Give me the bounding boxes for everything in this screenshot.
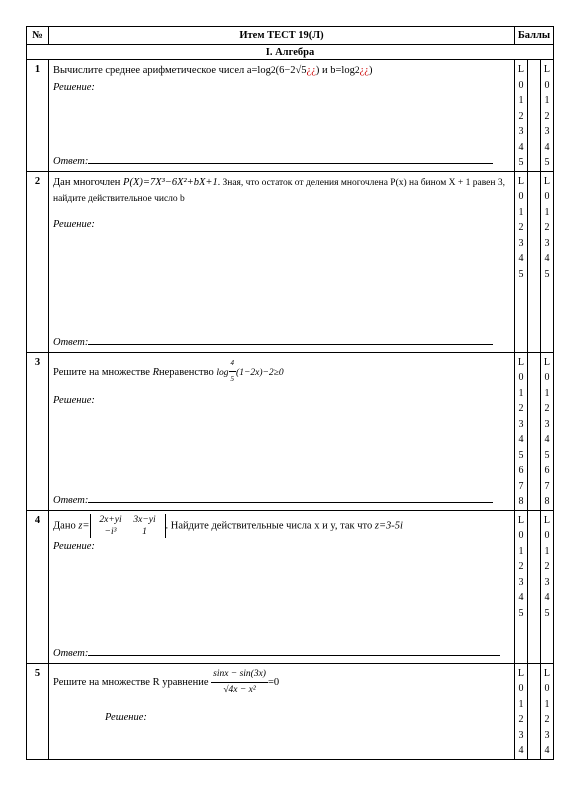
header-points: Баллы bbox=[514, 27, 553, 45]
score-gap bbox=[527, 352, 540, 510]
answer-field[interactable]: Ответ: bbox=[53, 493, 493, 506]
score-value: 3 bbox=[544, 418, 550, 430]
score-value: 2 bbox=[544, 403, 550, 414]
score-value: 5 bbox=[518, 268, 524, 280]
score-value: 1 bbox=[518, 698, 524, 710]
header-num: № bbox=[27, 27, 49, 45]
task-cell bbox=[49, 510, 515, 663]
score-value: L bbox=[517, 175, 525, 187]
task-number: 4 bbox=[27, 510, 49, 663]
score-value: L bbox=[517, 514, 525, 526]
header-title: Итем ТЕСТ 19(Л) bbox=[49, 27, 515, 45]
score-value: 5 bbox=[518, 157, 524, 168]
score-value: 0 bbox=[518, 372, 524, 383]
score-value: 2 bbox=[518, 403, 524, 414]
score-value: 2 bbox=[518, 714, 524, 725]
answer-field[interactable]: Ответ: bbox=[53, 154, 493, 167]
score-value: 6 bbox=[544, 465, 550, 476]
score-value: L bbox=[543, 356, 551, 368]
section-row bbox=[27, 45, 554, 60]
score-value: 3 bbox=[518, 576, 524, 588]
task-number: 3 bbox=[27, 352, 49, 510]
task-question: Вычислите среднее арифметическое чисел a=log2(6−2√5¿¿) и b=log2¿¿) bbox=[53, 65, 373, 76]
score-value: 2 bbox=[544, 110, 550, 122]
score-value: 2 bbox=[518, 110, 524, 122]
task-row-5 bbox=[27, 663, 554, 759]
score-value: 3 bbox=[544, 237, 550, 249]
task-question: Решите на множестве R уравнение $\frac{\sin x - \sin(3x)}{\text{√4x − x²}}$ =0 bbox=[53, 667, 508, 698]
score-value: 2 bbox=[518, 222, 524, 233]
score-value: 3 bbox=[544, 126, 550, 137]
score-value: 4 bbox=[544, 141, 550, 153]
solution-label: Решение: bbox=[105, 711, 147, 723]
score-value: L bbox=[543, 667, 551, 679]
task-number: 2 bbox=[27, 171, 49, 352]
score-value: 1 bbox=[544, 95, 550, 106]
score-value: 4 bbox=[544, 592, 550, 603]
score-value: 4 bbox=[518, 745, 524, 756]
score-value: 1 bbox=[544, 206, 550, 218]
score-value: L bbox=[517, 667, 525, 679]
test-table bbox=[26, 26, 554, 760]
score-value: 5 bbox=[544, 449, 550, 461]
score-column-2 bbox=[540, 663, 553, 759]
score-value: 4 bbox=[518, 141, 524, 153]
determinant: 2x+yi 3x−yi −i³ 1 bbox=[90, 514, 166, 538]
score-value: 4 bbox=[518, 592, 524, 603]
task-number: 1 bbox=[27, 60, 49, 172]
score-value: 7 bbox=[544, 480, 550, 492]
score-value: 5 bbox=[518, 449, 524, 461]
section-title: I. Алгебра bbox=[27, 45, 554, 60]
score-column-1 bbox=[514, 171, 527, 352]
score-value: 4 bbox=[544, 253, 550, 264]
score-value: 0 bbox=[544, 191, 550, 202]
score-value: 3 bbox=[518, 126, 524, 137]
score-value: 0 bbox=[544, 683, 550, 694]
score-gap bbox=[527, 171, 540, 352]
score-value: 0 bbox=[518, 79, 524, 91]
score-column-1 bbox=[514, 352, 527, 510]
score-value: 0 bbox=[544, 530, 550, 541]
score-value: 0 bbox=[518, 530, 524, 541]
score-value: 7 bbox=[518, 480, 524, 492]
score-gap bbox=[527, 663, 540, 759]
score-value: 3 bbox=[544, 729, 550, 741]
task-question: Дан многочлен P(X)=7X³−6X²+bX+1. Зная, что остаток от деления многочлена P(x) на бином X + 1 равен 3, найдите действительное число b bbox=[53, 176, 505, 204]
score-value: 3 bbox=[544, 576, 550, 588]
score-column-2 bbox=[540, 171, 553, 352]
score-value: 3 bbox=[518, 729, 524, 741]
task-row-2 bbox=[27, 171, 554, 352]
score-value: 0 bbox=[544, 79, 550, 91]
solution-label: Решение: bbox=[53, 540, 95, 552]
score-value: 5 bbox=[518, 607, 524, 619]
score-column-2 bbox=[540, 60, 553, 172]
task-cell bbox=[49, 171, 515, 352]
score-value: 1 bbox=[544, 545, 550, 557]
score-value: 1 bbox=[518, 387, 524, 399]
score-value: 6 bbox=[518, 465, 524, 476]
score-value: 4 bbox=[544, 434, 550, 445]
solution-label: Решение: bbox=[53, 82, 95, 93]
score-value: 3 bbox=[518, 237, 524, 249]
score-column-1 bbox=[514, 663, 527, 759]
score-column-2 bbox=[540, 352, 553, 510]
score-value: 2 bbox=[544, 714, 550, 725]
score-value: 4 bbox=[518, 253, 524, 264]
score-value: 4 bbox=[544, 745, 550, 756]
solution-label: Решение: bbox=[53, 394, 95, 406]
score-value: L bbox=[543, 175, 551, 187]
score-value: 1 bbox=[518, 95, 524, 106]
task-row-3 bbox=[27, 352, 554, 510]
header-row bbox=[27, 27, 554, 45]
score-value: 2 bbox=[518, 561, 524, 572]
score-value: 1 bbox=[544, 698, 550, 710]
score-value: L bbox=[517, 356, 525, 368]
fraction: $\frac{\sin x - \sin(3x)}{\text{√4x − x²}}$ bbox=[213, 668, 266, 695]
task-row-1 bbox=[27, 60, 554, 172]
answer-field[interactable]: Ответ: bbox=[53, 335, 493, 348]
solution-label: Решение: bbox=[53, 218, 95, 230]
task-number: 5 bbox=[27, 663, 49, 759]
score-value: 0 bbox=[544, 372, 550, 383]
task-cell bbox=[49, 352, 515, 510]
score-value: 2 bbox=[544, 561, 550, 572]
score-value: L bbox=[543, 64, 551, 75]
score-value: 1 bbox=[518, 206, 524, 218]
score-value: 5 bbox=[544, 607, 550, 619]
score-gap bbox=[527, 510, 540, 663]
score-value: 4 bbox=[518, 434, 524, 445]
answer-field[interactable]: Ответ: bbox=[53, 646, 500, 659]
task-cell bbox=[49, 663, 515, 759]
task-cell bbox=[49, 60, 515, 172]
task-question: Решите на множестве Rнеравенство log $\frac{4}{5}$ (1−2x)−2≥0 bbox=[53, 356, 508, 387]
score-value: 0 bbox=[518, 191, 524, 202]
task-question: Дано z=2x+yi 3x−yi −i³ 1. Найдите действительные числа x и y, так что z=3-5i bbox=[53, 514, 403, 537]
score-value: 3 bbox=[518, 418, 524, 430]
score-value: L bbox=[543, 514, 551, 526]
score-value: L bbox=[517, 64, 525, 75]
task-row-4 bbox=[27, 510, 554, 663]
score-value: 1 bbox=[518, 545, 524, 557]
score-value: 5 bbox=[544, 157, 550, 168]
score-gap bbox=[527, 60, 540, 172]
score-value: 5 bbox=[544, 268, 550, 280]
score-value: 0 bbox=[518, 683, 524, 694]
score-column-2 bbox=[540, 510, 553, 663]
score-value: 8 bbox=[544, 496, 550, 507]
score-column-1 bbox=[514, 60, 527, 172]
score-value: 8 bbox=[518, 496, 524, 507]
score-value: 1 bbox=[544, 387, 550, 399]
score-value: 2 bbox=[544, 222, 550, 233]
score-column-1 bbox=[514, 510, 527, 663]
